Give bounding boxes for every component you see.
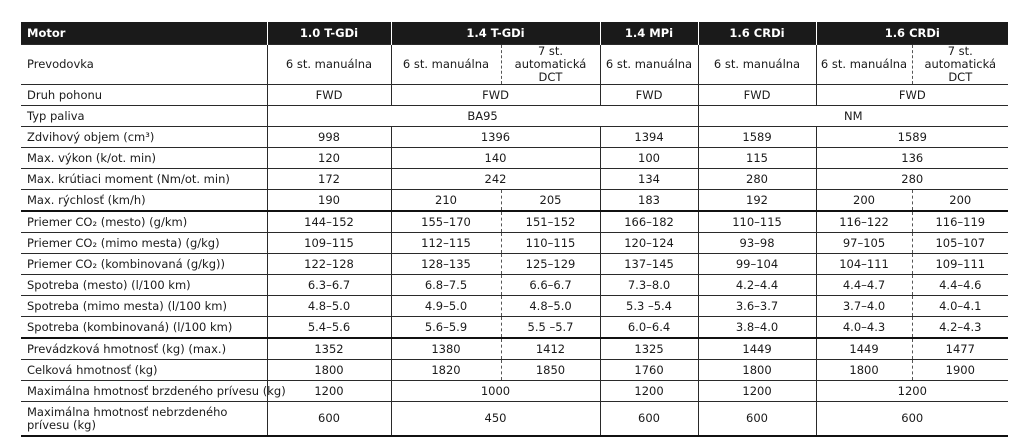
cell: 1200 bbox=[698, 381, 816, 402]
cell: 1477 bbox=[912, 338, 1008, 360]
cell: 5.6–5.9 bbox=[391, 317, 501, 339]
header-engine-4: 1.6 CRDi bbox=[698, 22, 816, 45]
cell: 1394 bbox=[600, 127, 698, 148]
cell: 5.5 –5.7 bbox=[501, 317, 600, 339]
row-hmotnost-prevadzkova bbox=[21, 338, 1008, 360]
cell: 6 st. manuálna bbox=[600, 45, 698, 85]
cell: 112–115 bbox=[391, 233, 501, 254]
cell: 4.0–4.1 bbox=[912, 296, 1008, 317]
row-label: Celková hmotnosť (kg) bbox=[21, 360, 267, 381]
cell: 6.3–6.7 bbox=[267, 275, 391, 296]
cell: 210 bbox=[391, 190, 501, 212]
row-nebrzdeny-prives bbox=[21, 402, 1008, 437]
cell: 1396 bbox=[391, 127, 600, 148]
cell: 6 st. manuálna bbox=[816, 45, 912, 85]
row-rychlost bbox=[21, 190, 1008, 212]
cell: 4.4–4.6 bbox=[912, 275, 1008, 296]
cell: 200 bbox=[912, 190, 1008, 212]
cell: 6 st. manuálna bbox=[267, 45, 391, 85]
row-label: Max. výkon (k/ot. min) bbox=[21, 148, 267, 169]
header-engine-1: 1.0 T-GDi bbox=[267, 22, 391, 45]
cell: 1589 bbox=[698, 127, 816, 148]
cell: 109–111 bbox=[912, 254, 1008, 275]
row-moment bbox=[21, 169, 1008, 190]
cell: 1820 bbox=[391, 360, 501, 381]
cell: 1412 bbox=[501, 338, 600, 360]
cell: 280 bbox=[698, 169, 816, 190]
cell: 155–170 bbox=[391, 211, 501, 233]
cell: 280 bbox=[816, 169, 1008, 190]
cell: 140 bbox=[391, 148, 600, 169]
cell: 6 st. manuálna bbox=[698, 45, 816, 85]
cell: 7 st. automatická DCT bbox=[501, 45, 600, 85]
cell: 97–105 bbox=[816, 233, 912, 254]
row-label: Priemer CO₂ (mimo mesta) (g/kg) bbox=[21, 233, 267, 254]
cell: 105–107 bbox=[912, 233, 1008, 254]
cell: FWD bbox=[391, 85, 600, 106]
row-label: Priemer CO₂ (mesto) (g/km) bbox=[21, 211, 267, 233]
row-label: Maximálna hmotnosť brzdeného prívesu (kg) bbox=[21, 381, 267, 402]
cell: 1900 bbox=[912, 360, 1008, 381]
cell: 7.3–8.0 bbox=[600, 275, 698, 296]
cell: 600 bbox=[698, 402, 816, 437]
cell: 122–128 bbox=[267, 254, 391, 275]
cell: 1850 bbox=[501, 360, 600, 381]
row-brzdeny-prives bbox=[21, 381, 1008, 402]
cell: FWD bbox=[816, 85, 1008, 106]
row-spotreba-mimo bbox=[21, 296, 1008, 317]
cell: 144–152 bbox=[267, 211, 391, 233]
cell: 151–152 bbox=[501, 211, 600, 233]
cell: 134 bbox=[600, 169, 698, 190]
cell: 200 bbox=[816, 190, 912, 212]
header-engine-2: 1.4 T-GDi bbox=[391, 22, 600, 45]
row-label: Spotreba (mesto) (l/100 km) bbox=[21, 275, 267, 296]
cell: 1800 bbox=[698, 360, 816, 381]
row-hmotnost-celkova bbox=[21, 360, 1008, 381]
cell: FWD bbox=[600, 85, 698, 106]
cell: 1200 bbox=[267, 381, 391, 402]
cell: 600 bbox=[600, 402, 698, 437]
cell: 4.2–4.4 bbox=[698, 275, 816, 296]
cell: 4.9–5.0 bbox=[391, 296, 501, 317]
cell: 166–182 bbox=[600, 211, 698, 233]
row-co2-mesto bbox=[21, 211, 1008, 233]
row-prevodovka bbox=[21, 45, 1008, 85]
cell: 120 bbox=[267, 148, 391, 169]
cell: 115 bbox=[698, 148, 816, 169]
cell: 3.7–4.0 bbox=[816, 296, 912, 317]
cell: 205 bbox=[501, 190, 600, 212]
row-co2-komb bbox=[21, 254, 1008, 275]
cell: 104–111 bbox=[816, 254, 912, 275]
cell: 242 bbox=[391, 169, 600, 190]
cell: 6.8–7.5 bbox=[391, 275, 501, 296]
cell: 120–124 bbox=[600, 233, 698, 254]
row-label: Druh pohonu bbox=[21, 85, 267, 106]
cell: 3.6–3.7 bbox=[698, 296, 816, 317]
cell: 172 bbox=[267, 169, 391, 190]
row-vykon bbox=[21, 148, 1008, 169]
cell: 1800 bbox=[267, 360, 391, 381]
cell: 183 bbox=[600, 190, 698, 212]
row-pohon bbox=[21, 85, 1008, 106]
cell: 1352 bbox=[267, 338, 391, 360]
cell: 1325 bbox=[600, 338, 698, 360]
cell: 1200 bbox=[816, 381, 1008, 402]
cell: 1449 bbox=[816, 338, 912, 360]
cell: 4.4–4.7 bbox=[816, 275, 912, 296]
cell: 1200 bbox=[600, 381, 698, 402]
cell: 136 bbox=[816, 148, 1008, 169]
row-label: Max. krútiaci moment (Nm/ot. min) bbox=[21, 169, 267, 190]
row-palivo bbox=[21, 106, 1008, 127]
cell: 5.3 –5.4 bbox=[600, 296, 698, 317]
row-label: Max. rýchlosť (km/h) bbox=[21, 190, 267, 212]
cell: 450 bbox=[391, 402, 600, 437]
row-label: Prevodovka bbox=[21, 45, 267, 85]
cell: 1589 bbox=[816, 127, 1008, 148]
cell: 190 bbox=[267, 190, 391, 212]
row-label: Maximálna hmotnosť nebrzdeného prívesu (kg) bbox=[21, 402, 267, 437]
header-row bbox=[21, 22, 1008, 45]
cell: 4.8–5.0 bbox=[267, 296, 391, 317]
cell: 1760 bbox=[600, 360, 698, 381]
cell: 116–122 bbox=[816, 211, 912, 233]
row-spotreba-komb bbox=[21, 317, 1008, 339]
cell: 5.4–5.6 bbox=[267, 317, 391, 339]
cell: 110–115 bbox=[698, 211, 816, 233]
cell: 1000 bbox=[391, 381, 600, 402]
cell: 600 bbox=[816, 402, 1008, 437]
cell: 600 bbox=[267, 402, 391, 437]
row-label: Spotreba (kombinovaná) (l/100 km) bbox=[21, 317, 267, 339]
cell: 1800 bbox=[816, 360, 912, 381]
cell: 128–135 bbox=[391, 254, 501, 275]
cell: 137–145 bbox=[600, 254, 698, 275]
header-motor: Motor bbox=[21, 22, 267, 45]
row-label: Prevádzková hmotnosť (kg) (max.) bbox=[21, 338, 267, 360]
cell: 6 st. manuálna bbox=[391, 45, 501, 85]
cell: FWD bbox=[698, 85, 816, 106]
cell: 998 bbox=[267, 127, 391, 148]
row-co2-mimo bbox=[21, 233, 1008, 254]
cell: 6.0–6.4 bbox=[600, 317, 698, 339]
cell: NM bbox=[698, 106, 1008, 127]
cell: FWD bbox=[267, 85, 391, 106]
cell: 4.2–4.3 bbox=[912, 317, 1008, 339]
cell: 125–129 bbox=[501, 254, 600, 275]
cell: 4.0–4.3 bbox=[816, 317, 912, 339]
cell: 7 st. automatická DCT bbox=[912, 45, 1008, 85]
cell: 93–98 bbox=[698, 233, 816, 254]
cell: 192 bbox=[698, 190, 816, 212]
cell: BA95 bbox=[267, 106, 698, 127]
cell: 100 bbox=[600, 148, 698, 169]
cell: 1380 bbox=[391, 338, 501, 360]
cell: 3.8–4.0 bbox=[698, 317, 816, 339]
header-engine-5: 1.6 CRDi bbox=[816, 22, 1008, 45]
cell: 6.6–6.7 bbox=[501, 275, 600, 296]
engine-spec-table bbox=[21, 22, 1008, 437]
row-objem bbox=[21, 127, 1008, 148]
cell: 109–115 bbox=[267, 233, 391, 254]
row-label: Zdvihový objem (cm³) bbox=[21, 127, 267, 148]
row-spotreba-mesto bbox=[21, 275, 1008, 296]
row-label: Spotreba (mimo mesta) (l/100 km) bbox=[21, 296, 267, 317]
cell: 99–104 bbox=[698, 254, 816, 275]
row-label: Typ paliva bbox=[21, 106, 267, 127]
cell: 4.8–5.0 bbox=[501, 296, 600, 317]
header-engine-3: 1.4 MPi bbox=[600, 22, 698, 45]
cell: 116–119 bbox=[912, 211, 1008, 233]
row-label: Priemer CO₂ (kombinovaná (g/kg)) bbox=[21, 254, 267, 275]
cell: 1449 bbox=[698, 338, 816, 360]
cell: 110–115 bbox=[501, 233, 600, 254]
